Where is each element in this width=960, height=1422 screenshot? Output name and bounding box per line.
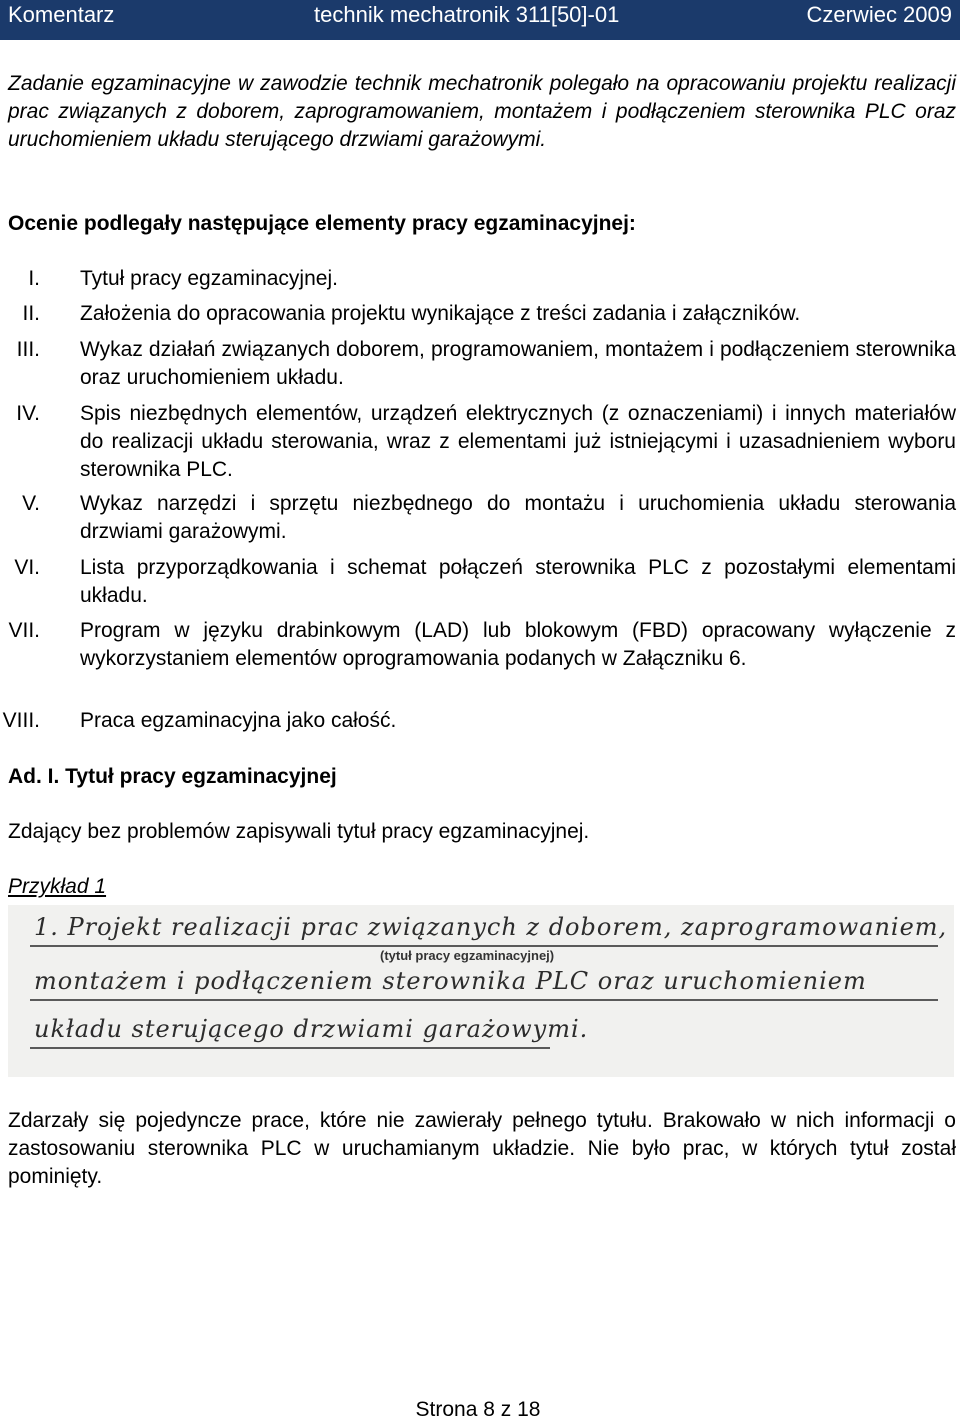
underline [30,945,938,947]
handwritten-example [8,905,954,1077]
item-number: III. [16,338,40,361]
underline [30,1047,550,1049]
handwritten-line-2: montażem i podłączeniem sterownika PLC oraz uruchomieniem [34,967,867,995]
header-center: technik mechatronik 311[50]-01 [314,2,620,27]
item-text: Program w języku drabinkowym (LAD) lub blokowym (FBD) opracowany wyłączenie z wykorzystaniem elementów oprogramowania podanych w Załączniku 6. [80,619,956,670]
item-number: VII. [8,619,40,642]
underline [30,999,938,1001]
item-number: II. [22,302,40,325]
assessment-heading: Ocenie podlegały następujące elementy pracy egzaminacyjnej: [8,212,636,235]
item-text: Wykaz działań związanych doborem, programowaniem, montażem i podłączeniem sterownika oraz uruchomieniem układu. [80,338,956,389]
page-number: Strona 8 z 18 [415,1398,541,1421]
header-left: Komentarz [8,2,115,27]
item-number: I. [28,267,40,290]
item-number: VIII. [2,709,40,732]
page-footer [0,1398,960,1422]
closing-paragraph: Zdarzały się pojedyncze prace, które nie zawierały pełnego tytułu. Brakowało w nich informacji o zastosowaniu sterownika PLC w uruchamianym układzie. Nie było prac, w których tytuł został pominięty. [8,1109,956,1188]
handwritten-caption: (tytuł pracy egzaminacyjnej) [380,948,555,963]
item-number: V. [22,492,40,515]
header-right: Czerwiec 2009 [806,2,952,27]
item-text: Założenia do opracowania projektu wynikające z treści zadania i załączników. [80,302,801,325]
handwritten-line-1: 1. Projekt realizacji prac związanych z doborem, zaprogramowaniem, [34,913,948,941]
section-heading: Ad. I. Tytuł pracy egzaminacyjnej [8,765,337,788]
page-header [0,0,960,40]
section-paragraph: Zdający bez problemów zapisywali tytuł pracy egzaminacyjnej. [8,820,590,843]
item-text: Spis niezbędnych elementów, urządzeń elektrycznych (z oznaczeniami) i innych materiałów do realizacji układu sterowania, wraz z elementami już istniejącymi i uzasadnieniem wyboru sterownika PLC. [80,402,956,481]
intro-paragraph: Zadanie egzaminacyjne w zawodzie technik mechatronik polegało na opracowaniu projektu realizacji prac związanych z doborem, zaprogramowaniem, montażem i podłączeniem sterownika PLC oraz uruchomieniem układu sterującego drzwiami garażowymi. [8,72,956,151]
item-text: Wykaz narzędzi i sprzętu niezbędnego do montażu i uruchomienia układu sterowania drzwiami garażowymi. [80,492,956,543]
item-text: Lista przyporządkowania i schemat połączeń sterownika PLC z pozostałymi elementami układu. [80,556,956,607]
item-number: IV. [16,402,40,425]
handwritten-line-3: układu sterującego drzwiami garażowymi. [34,1015,589,1043]
example-label: Przykład 1 [8,875,107,898]
item-number: VI. [14,556,40,579]
item-text: Praca egzaminacyjna jako całość. [80,709,397,732]
item-text: Tytuł pracy egzaminacyjnej. [80,267,338,290]
